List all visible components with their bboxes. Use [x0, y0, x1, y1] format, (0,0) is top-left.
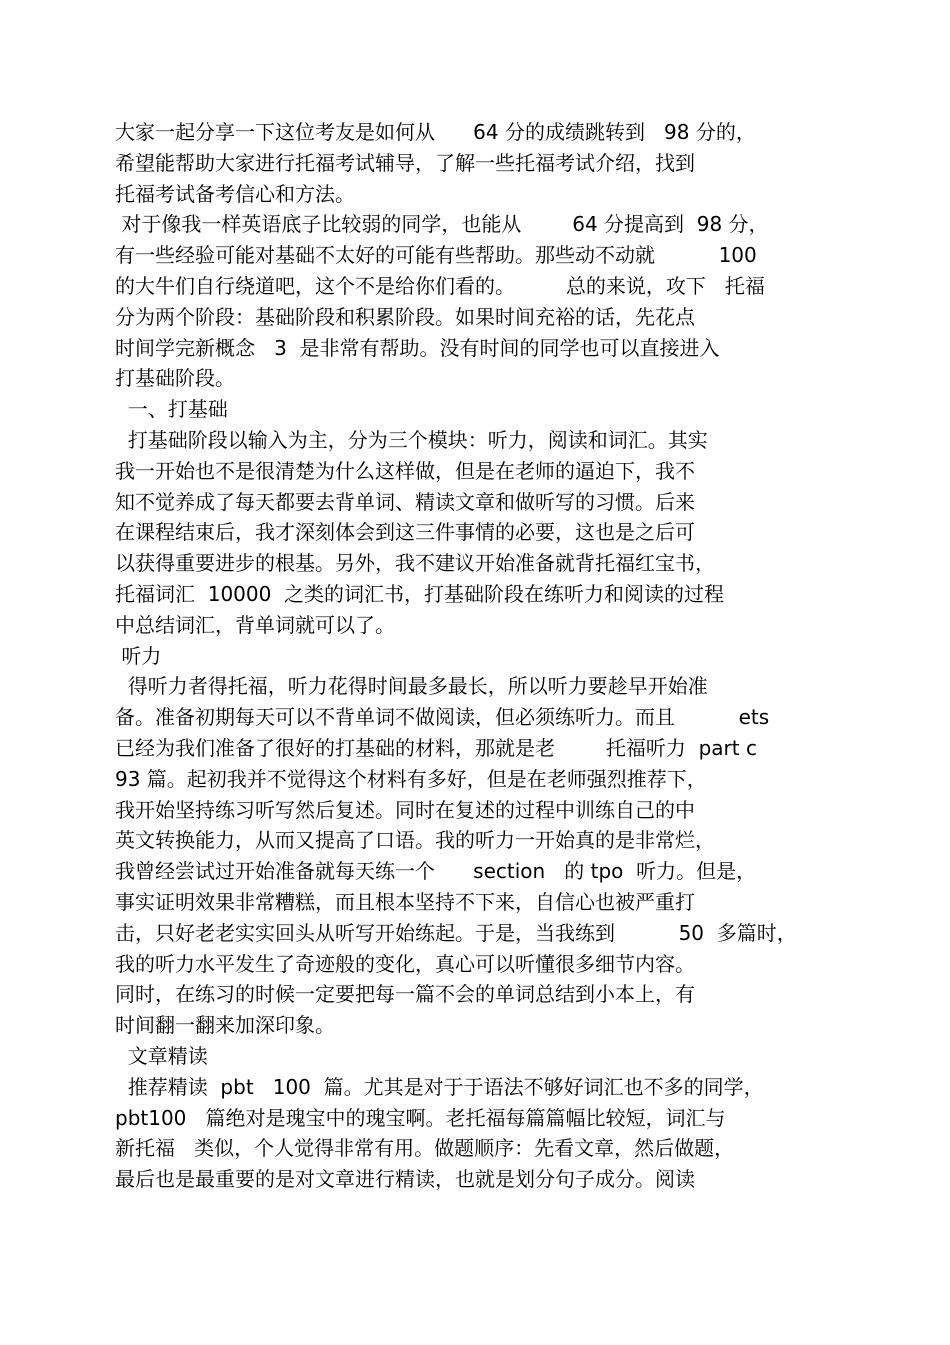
text-line: 我一开始也不是很清楚为什么这样做，但是在老师的逼迫下，我不 [115, 458, 695, 483]
text-line: 以获得重要进步的根基。另外，我不建议开始准备就背托福红宝书， [115, 551, 715, 576]
text-line: 同时，在练习的时候一定要把每一篇不会的单词总结到小本上，有 [115, 982, 695, 1007]
text-line: 93 篇。起初我并不觉得这个材料有多好，但是在老师强烈推荐下， [115, 766, 707, 791]
text-line: pbt100 篇绝对是瑰宝中的瑰宝啊。老托福每篇篇幅比较短，词汇与 [115, 1105, 726, 1130]
text-line: 得听力者得托福，听力花得时间最多最长，所以听力要趁早开始准 [115, 674, 708, 699]
text-line: 备。准备初期每天可以不背单词不做阅读，但必须练听力。而且 ets [115, 705, 770, 730]
text-line: 打基础阶段。 [115, 366, 235, 391]
text-line: 希望能帮助大家进行托福考试辅导，了解一些托福考试介绍，找到 [115, 150, 695, 175]
text-line: 新托福 类似，个人觉得非常有用。做题顺序：先看文章，然后做题， [115, 1136, 735, 1161]
text-line: 已经为我们准备了很好的打基础的材料，那就是老 托福听力 part c [115, 735, 757, 760]
text-line: 打基础阶段以输入为主，分为三个模块：听力，阅读和词汇。其实 [115, 427, 708, 452]
section-heading: 一、打基础 [115, 397, 228, 422]
text-line: 时间翻一翻来加深印象。 [115, 1013, 335, 1038]
text-line: 托福词汇 10000 之类的词汇书，打基础阶段在练听力和阅读的过程 [115, 581, 725, 606]
text-line: 英文转换能力，从而又提高了口语。我的听力一开始真的是非常烂， [115, 828, 715, 853]
text-line: 大家一起分享一下这位考友是如何从 64 分的成绩跳转到 98 分的， [115, 120, 756, 144]
text-line: 我的听力水平发生了奇迹般的变化，真心可以听懂很多细节内容。 [115, 951, 695, 976]
text-line: 知不觉养成了每天都要去背单词、精读文章和做听写的习惯。后来 [115, 489, 695, 514]
text-line: 事实证明效果非常糟糕，而且根本坚持不下来，自信心也被严重打 [115, 889, 695, 914]
text-line: 时间学完新概念 3 是非常有帮助。没有时间的同学也可以直接进入 [115, 335, 720, 360]
text-line: 我曾经尝试过开始准备就每天练一个 section 的 tpo 听力。但是， [115, 859, 757, 884]
text-line: 的大牛们自行绕道吧，这个不是给你们看的。 总的来说，攻下 托福 [115, 273, 765, 298]
section-heading: 文章精读 [115, 1043, 208, 1068]
article-body [115, 117, 915, 1195]
text-line: 推荐精读 pbt 100 篇。尤其是对于于语法不够好词汇也不多的同学， [115, 1074, 764, 1099]
text-line: 中总结词汇，背单词就可以了。 [115, 612, 395, 637]
text-line: 最后也是最重要的是对文章进行精读，也就是划分句子成分。阅读 [115, 1167, 695, 1192]
text-line: 我开始坚持练习听写然后复述。同时在复述的过程中训练自己的中 [115, 797, 695, 822]
text-line: 有一些经验可能对基础不太好的可能有些帮助。那些动不动就 100 [115, 243, 757, 268]
text-line: 击，只好老老实实回头从听写开始练起。于是，当我练到 50 多篇时， [115, 920, 797, 945]
section-heading: 听力 [115, 643, 162, 668]
text-line: 分为两个阶段：基础阶段和积累阶段。如果时间充裕的话，先花点 [115, 304, 695, 329]
text-line: 对于像我一样英语底子比较弱的同学，也能从 64 分提高到 98 分， [115, 212, 769, 237]
text-line: 在课程结束后，我才深刻体会到这三件事情的必要，这也是之后可 [115, 520, 695, 545]
text-line: 托福考试备考信心和方法。 [115, 181, 355, 206]
